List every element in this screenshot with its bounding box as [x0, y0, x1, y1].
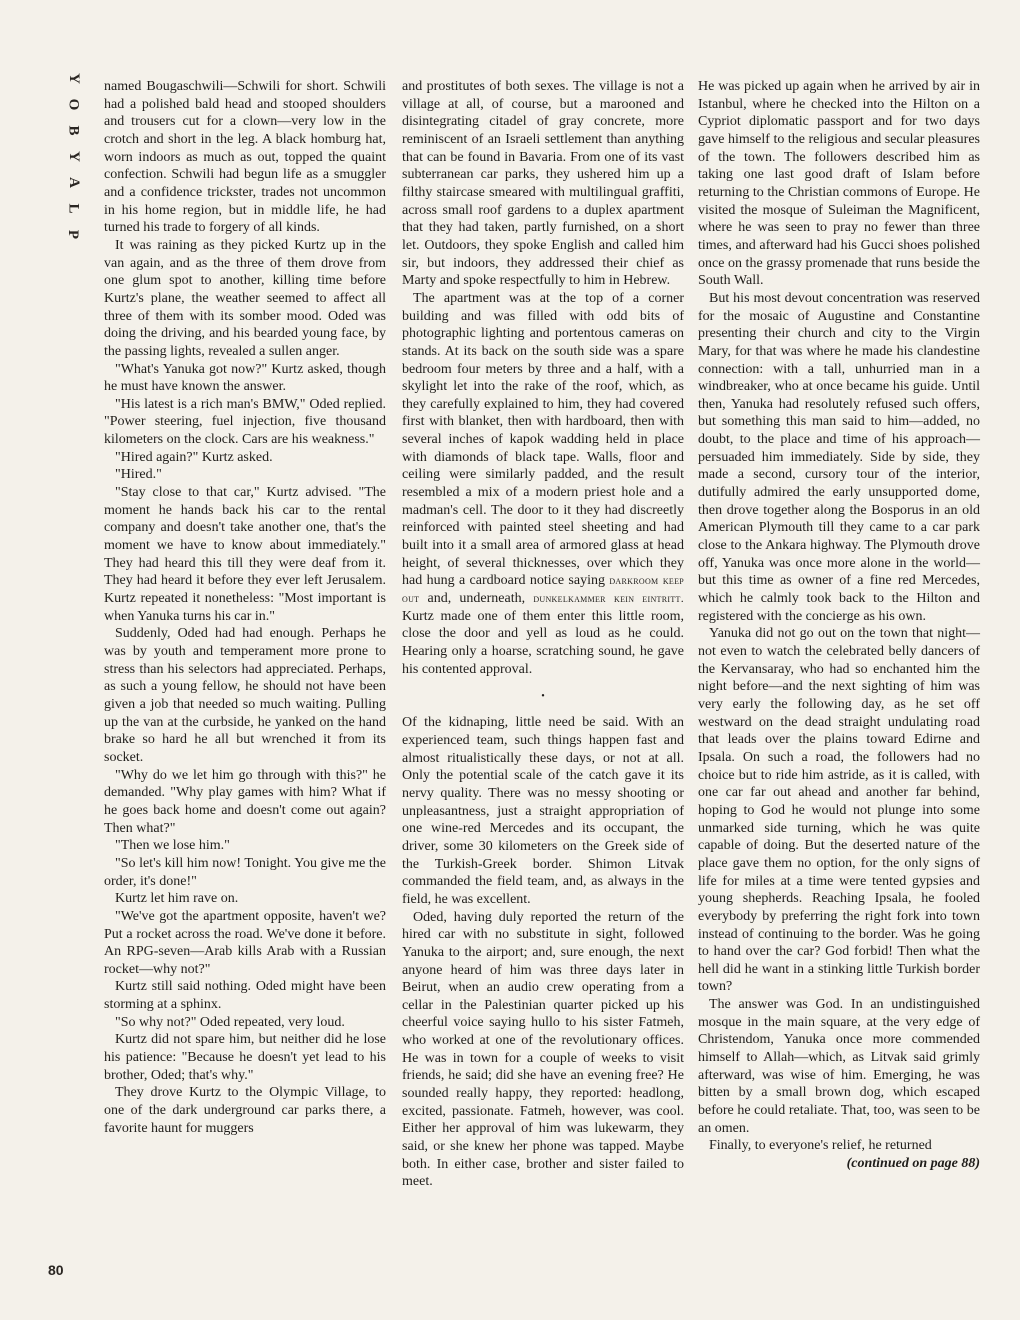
paragraph: Kurtz still said nothing. Oded might have been storming at a sphinx. — [104, 979, 386, 1013]
paragraph: "We've got the apartment opposite, haven't we? Put a rocket across the road. We've done it before. An RPG-seven—Arab kills Arab with a Russian rocket—why not?" — [104, 908, 386, 977]
paragraph: "Hired." — [115, 467, 162, 483]
paragraph: The answer was God. In an undistinguished mosque in the main square, at the very edge of Christendom, Yanuka once more commended himself to Allah—which, as Litvak said grimly afterward, was wise of him. Emerging, he was bitten by a small brown dog, which escaped before he could retaliate. That, too, was seen to be an omen. — [698, 997, 980, 1136]
paragraph: named Bougaschwili—Schwili for short. Schwili had a polished bald head and stooped shoulders and trousers cut for a clown—very low in the crotch and short in the leg. A black homburg hat, worn indoors as much as out, topped the quaint confection. Schwili had begun life as a smuggler and a confidence trickster, trades not uncommon in his home region, but in middle life, he had turned his trade to forgery of all kinds. — [104, 79, 386, 236]
masthead-letter: B — [65, 125, 82, 136]
masthead-letter: A — [65, 177, 82, 188]
paragraph: and prostitutes of both sexes. The village is not a village at all, of course, but a marooned and disintegrating citadel of gray concrete, more reminiscent of an Israeli settlement than anything that can be found in Bavaria. From one of its vast subterranean car parks, they ushered him up a filthy staircase smeared with multilingual graffiti, across small roof gardens to a duplex apartment that they had taken, partly furnished, on a short let. Outdoors, they spoke English and called him sir, but indoors, they addressed their chief as Marty and spoke respectfully to him in Hebrew. — [402, 79, 684, 289]
paragraph: "Then we lose him." — [115, 838, 230, 854]
masthead-letter: Y — [65, 151, 82, 162]
paragraph: "What's Yanuka got now?" Kurtz asked, though he must have known the answer. — [104, 361, 386, 395]
sign-text-darkroom: darkroom — [609, 573, 659, 588]
sign-text-dunkelkammer: dunkelkammer — [533, 591, 606, 606]
masthead-letter: P — [65, 229, 82, 240]
paragraph: "So let's kill him now! Tonight. You give me the order, it's done!" — [104, 855, 386, 889]
masthead-letter: O — [65, 98, 82, 111]
paragraph: "So why not?" Oded repeated, very loud. — [115, 1014, 345, 1030]
paragraph: "Hired again?" Kurtz asked. — [115, 449, 273, 465]
paragraph: But his most devout concentration was reserved for the mosaic of Augustine and Constantine presenting their church and city to the Virgin Mary, for that was where he made his clandestine connection: with a tall, unhurried man in a windbreaker, who at once became his guide. Until then, Yanuka had resolutely refused such offers, but something this man said to him—added, no doubt, to the place and time of his approach—persuaded him immediately. Side by side, they made a second, cursory tour of the interior, dutifully admired the early unsupported dome, then drove together along the Bosporus in an old American Plymouth till they came to a car park close to the Ankara highway. The Plymouth drove off, Yanuka was once more alone in the world—but this time as owner of a fine red Mercedes, which he calmly took back to the Hilton and registered with the concierge as his own. — [698, 290, 980, 624]
paragraph: Kurtz let him rave on. — [115, 891, 239, 907]
paragraph: Kurtz did not spare him, but neither did he lose his patience: "Because he doesn't yet lead to his brother, Oded; that's why." — [104, 1032, 386, 1083]
paragraph-text: Kurtz made one of them enter this little room, close the door and yell as loud as he could. Hearing only a hoarse, scratching sound, he gave his contented approval. — [402, 608, 684, 677]
paragraph-text: and, underneath, — [427, 591, 526, 607]
text-column-1 — [104, 78, 386, 1137]
paragraph: It was raining as they picked Kurtz up in the van again, and as the three of them drove from one glum spot to another, killing time before Kurtz's plane, the weather seemed to affect all three of them with its somber mood. Oded was doing the driving, and his bearded young face, by the passing lights, revealed a sullen anger. — [104, 237, 386, 359]
paragraph: "Stay close to that car," Kurtz advised. "The moment he hands back his car to the rental company and doesn't take another one, that's the moment we have to know about immediately." They had heard this till they were deaf from it. They had heard it before they ever left Jerusalem. Kurtz repeated it nonetheless: "Most important is when Yanuka turns his car in." — [104, 485, 386, 624]
paragraph: "His latest is a rich man's BMW," Oded replied. "Power steering, fuel injection, five thousand kilometers on the clock. Cars are his weakness." — [104, 396, 386, 448]
masthead-letter: L — [65, 203, 82, 214]
text-column-3 — [698, 78, 980, 1173]
paragraph: Finally, to everyone's relief, he returned — [709, 1138, 932, 1154]
paragraph-text: The apartment was at the top of a corner building and was filled with odd bits of photographic lighting and portentous cameras on stands. At its back on the south side was a spare bedroom four meters by three and a half, with a skylight let into the rake of the roof, which, as they carefully explained to him, they had covered first with blanket, then with hardboard, then with several inches of kapok wadding held in place with diamonds of black tape. Walls, floor and ceiling were similarly padded, and the result resembled a mix of a modern priest hole and a madman's cell. The door to it they had discreetly reinforced with painted steel sheeting and had built into it a small area of armored glass at head height, of several thicknesses, over which they had hung a cardboard notice saying — [402, 290, 684, 589]
sign-text-kein-eintritt: kein eintritt. — [614, 591, 684, 606]
text-column-2 — [402, 78, 684, 1191]
paragraph: They drove Kurtz to the Olympic Village, to one of the dark underground car parks there, a favorite haunt for muggers — [104, 1085, 386, 1136]
paragraph: Of the kidnaping, little need be said. With an experienced team, such things happen fast and almost ritualistically these days, or not at all. Only the potential scale of the catch gave it its nervy quality. There was no messy shooting or unpleasantness, just a straight appropriation of one wine-red Mercedes and its occupant, the driver, some 30 kilometers on the Greek side of the Turkish-Greek border. Shimon Litvak commanded the field team, and, as always in the field, he was excellent. — [402, 715, 684, 907]
continued-on-note: (continued on page 88) — [846, 1156, 980, 1172]
masthead-letter: Y — [65, 73, 82, 84]
section-break-bullet: • — [541, 691, 545, 703]
paragraph: Suddenly, Oded had had enough. Perhaps he was by youth and temperament more prone to stress than his selectors had appreciated. Perhaps, as such a young fellow, he should not have been given a job that needed so much waiting. Pulling up the van at the curbside, he yanked on the hand brake so hard he all but wrenched it from its socket. — [104, 626, 386, 765]
page-number: 80 — [48, 1262, 64, 1278]
paragraph: Yanuka did not go out on the town that night—not even to watch the celebrated belly dancers of the Kervansaray, who had so enchanted him the night before—and the next sighting of him was very early the following day, as he set off westward on the dead straight undulating road that leads over the plains toward Edirne and Ipsala. On such a road, the followers had no choice but to ride him astride, as it is called, with one car far out ahead and another far behind, hoping to God he would not plunge into some unmarked side turning, which he was quite capable of doing. But the deserted nature of the place gave them no option, for the only signs of life for miles at a time were tented gypsies and young shepherds. Reaching Ipsala, he fooled everybody by preferring the right fork into town instead of continuing to the border. Was he going to hand over the car? God forbid! Then what the hell did he want in a stinking little Turkish border town? — [698, 626, 980, 995]
paragraph: "Why do we let him go through with this?" he demanded. "Why play games with him? What if he goes back home and doesn't come out again? Then what?" — [104, 767, 386, 836]
paragraph: Oded, having duly reported the return of the hired car with no substitute in sight, followed Yanuka to the airport; and, sure enough, the next anyone heard of him was three days later in Beirut, when an audio crew operating from a cellar in the Palestinian quarter picked up his cheerful voice saying hullo to his sister Fatmeh, who worked at one of the revolutionary offices. He was in town for a couple of weeks to visit friends, he said; did she have an evening free? He sounded really happy, they reported: headlong, excited, passionate. Fatmeh, however, was cool. Either her approval of him was lukewarm, they said, or she knew her phone was tapped. Maybe both. In either case, brother and sister failed to meet. — [402, 909, 684, 1190]
magazine-masthead-vertical — [60, 70, 86, 243]
sign-text-keep-out: keep out — [402, 573, 685, 606]
paragraph — [402, 290, 684, 678]
paragraph: He was picked up again when he arrived by air in Istanbul, where he checked into the Hilton on a Cypriot diplomatic passport and for two days gave himself to the religious and secular pleasures of the town. The followers described him as taking one last good draft of Islam before returning to the Christian commons of Europe. He visited the mosque of Suleiman the Magnificent, where he was seen to pray no fewer than three times, and afterward had his Gucci shoes polished once on the grassy promenade that runs beside the South Wall. — [698, 79, 980, 289]
